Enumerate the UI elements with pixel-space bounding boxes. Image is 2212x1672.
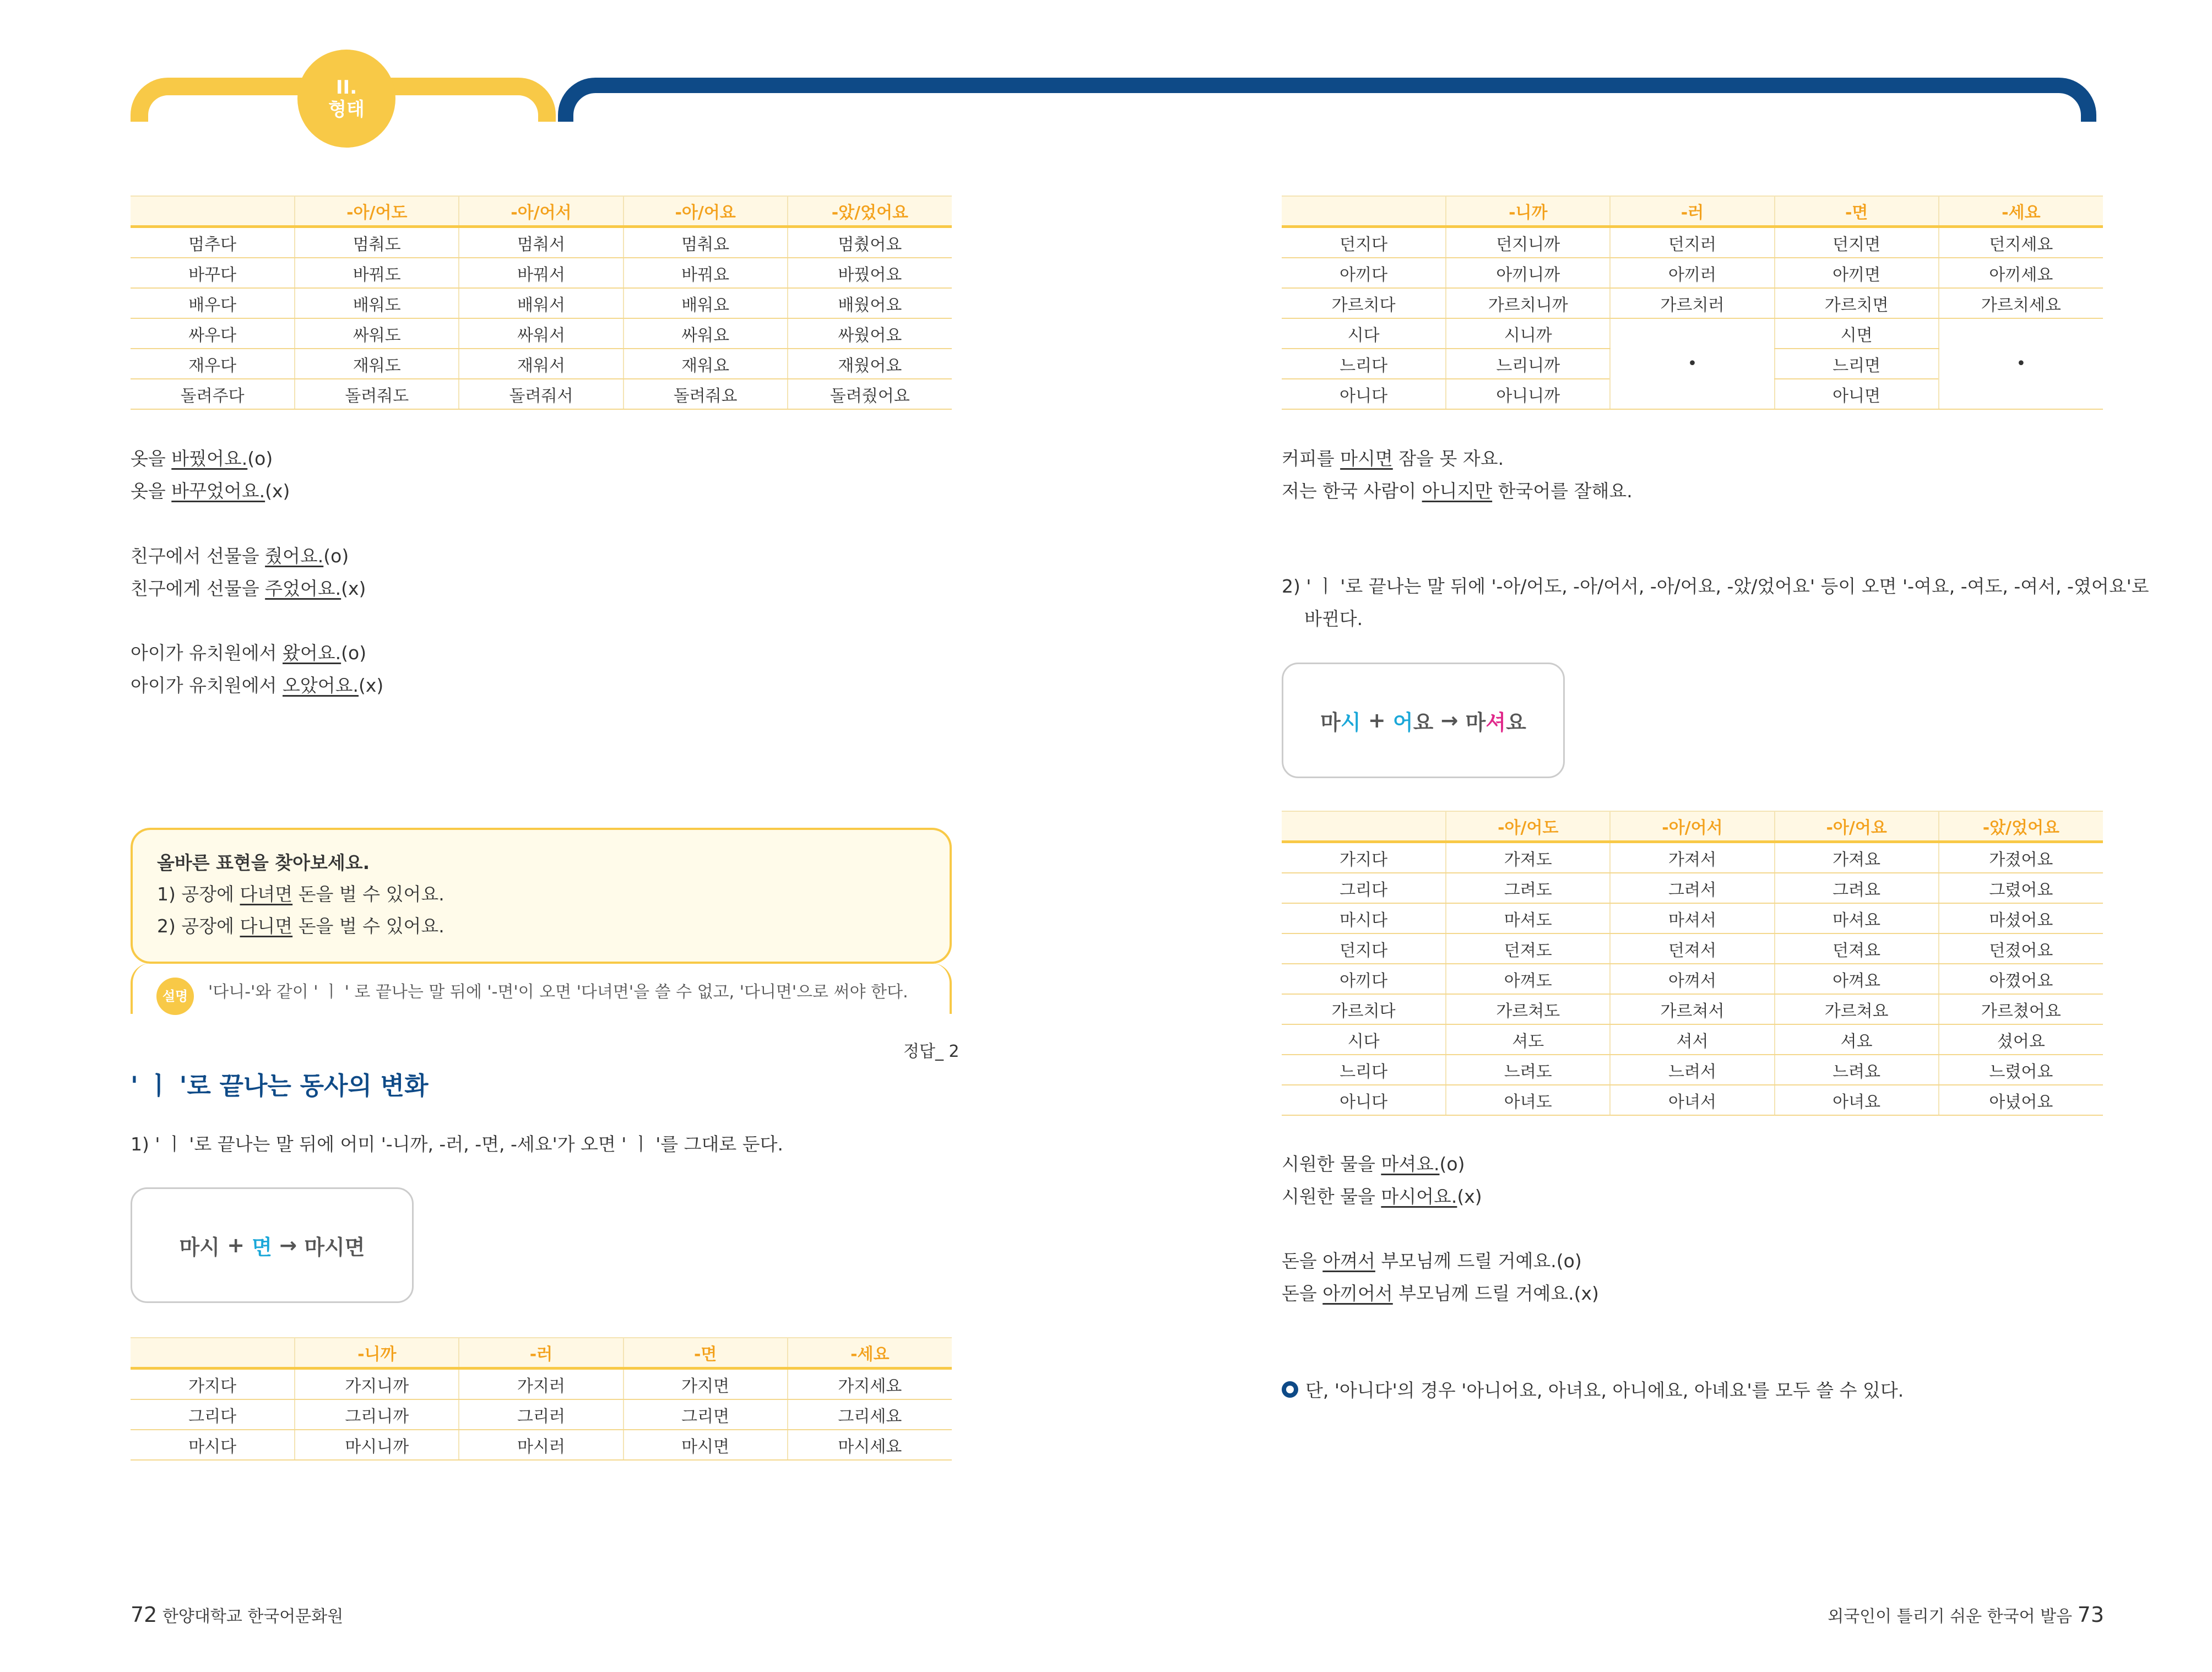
table-cell: 아니니까 xyxy=(1446,379,1610,409)
table-cell: 아꼈어요 xyxy=(1939,964,2103,994)
table-row xyxy=(1282,903,2103,933)
table-cell: 마셔도 xyxy=(1446,903,1610,933)
table-cell: 그리세요 xyxy=(788,1399,952,1430)
verb-cell: 그리다 xyxy=(1282,873,1446,903)
formula-1-stem: 마시 xyxy=(179,1235,220,1260)
conjugation-table-4 xyxy=(1282,811,2103,1116)
example-text: (x) xyxy=(265,480,290,502)
verb-cell: 아니다 xyxy=(1282,1085,1446,1115)
table-cell: 싸워요 xyxy=(624,318,788,349)
table-row xyxy=(1282,1055,2103,1085)
verb-cell: 마시다 xyxy=(1282,903,1446,933)
quiz-option-1-word: 다녀면 xyxy=(240,883,293,905)
table-row xyxy=(1282,1085,2103,1115)
table-row xyxy=(1282,994,2103,1024)
table-cell: 마시러 xyxy=(459,1430,623,1460)
table-cell: 가져요 xyxy=(1775,842,1939,873)
quiz-option-2-pre: 2) 공장에 xyxy=(157,915,240,937)
table-cell: 그리니까 xyxy=(295,1399,459,1430)
table-cell: 그려서 xyxy=(1610,873,1774,903)
table-cell: 멈춰도 xyxy=(295,227,459,258)
example-text: (o) xyxy=(247,448,273,469)
table-cell: 마시니까 xyxy=(295,1430,459,1460)
quiz-option-1-post: 돈을 벌 수 있어요. xyxy=(292,883,444,905)
table-row xyxy=(131,379,952,409)
quiz-option-2 xyxy=(157,915,444,937)
example-text: 아이가 유치원에서 xyxy=(131,642,283,664)
verb-cell: 가지다 xyxy=(1282,842,1446,873)
example-text: 부모님께 드릴 거예요.(o) xyxy=(1375,1250,1582,1272)
example-sentence xyxy=(131,545,349,567)
table-cell: 가지세요 xyxy=(788,1369,952,1400)
column-header: -았/었어요 xyxy=(788,196,952,227)
column-header: -면 xyxy=(1775,196,1939,227)
example-sentence xyxy=(131,675,383,697)
merged-cell: • xyxy=(1610,318,1774,409)
table-cell: 바꿔서 xyxy=(459,258,623,288)
example-text: 옷을 xyxy=(131,480,172,502)
table-cell: 배워도 xyxy=(295,288,459,318)
table-cell: 배워서 xyxy=(459,288,623,318)
table-cell: 느렸어요 xyxy=(1939,1055,2103,1085)
chapter-badge xyxy=(297,50,395,148)
verb-cell: 아끼다 xyxy=(1282,964,1446,994)
verb-cell: 배우다 xyxy=(131,288,295,318)
formula-2-ending-1: 어 xyxy=(1392,710,1413,735)
table-cell: 셨어요 xyxy=(1939,1024,2103,1055)
formula-2-stem-1: 마 xyxy=(1320,710,1341,735)
column-header xyxy=(1282,811,1446,842)
column-header: -니까 xyxy=(1446,196,1610,227)
table-cell: 가르치세요 xyxy=(1939,288,2103,318)
verb-cell: 바꾸다 xyxy=(131,258,295,288)
formula-2-arrow: → xyxy=(1433,708,1466,732)
verb-cell: 멈추다 xyxy=(131,227,295,258)
conjugation-table-2 xyxy=(131,1337,952,1461)
answer-label: 정답_ 2 xyxy=(903,1042,959,1061)
verb-cell: 재우다 xyxy=(131,349,295,379)
page-number-left: 72 xyxy=(131,1603,158,1627)
verb-cell: 가지다 xyxy=(131,1369,295,1400)
example-text: 돈을 xyxy=(1282,1283,1323,1304)
table-row xyxy=(1282,227,2103,258)
column-header: -아/어요 xyxy=(624,196,788,227)
table-cell: 가르쳤어요 xyxy=(1939,994,2103,1024)
table-cell: 그려도 xyxy=(1446,873,1610,903)
quiz-option-1-pre: 1) 공장에 xyxy=(157,883,240,905)
table-cell: 그려요 xyxy=(1775,873,1939,903)
table-cell: 셔도 xyxy=(1446,1024,1610,1055)
example-target-word: 아껴서 xyxy=(1322,1250,1375,1272)
table-cell: 싸웠어요 xyxy=(788,318,952,349)
table-cell: 가져서 xyxy=(1610,842,1774,873)
table-cell: 바꿔요 xyxy=(624,258,788,288)
table-cell: 돌려줘도 xyxy=(295,379,459,409)
example-sentence xyxy=(131,578,366,600)
table-cell: 배워요 xyxy=(624,288,788,318)
verb-cell: 느리다 xyxy=(1282,349,1446,379)
example-sentence xyxy=(131,448,273,470)
quiz-option-1 xyxy=(157,883,444,905)
verb-cell: 아끼다 xyxy=(1282,258,1446,288)
table-row xyxy=(1282,1024,2103,1055)
verb-cell: 가르치다 xyxy=(1282,994,1446,1024)
table-cell: 바꿨어요 xyxy=(788,258,952,288)
example-text: 친구에게 선물을 xyxy=(131,578,265,599)
quiz-title: 올바른 표현을 찾아보세요. xyxy=(157,852,370,873)
table-cell: 가르쳐도 xyxy=(1446,994,1610,1024)
table-cell: 재워요 xyxy=(624,349,788,379)
table-cell: 가르치러 xyxy=(1610,288,1774,318)
formula-2-plus: + xyxy=(1360,708,1393,732)
table-cell: 돌려줬어요 xyxy=(788,379,952,409)
column-header xyxy=(131,1338,295,1369)
table-cell: 느려요 xyxy=(1775,1055,1939,1085)
example-text: 옷을 xyxy=(131,448,172,469)
example-sentence xyxy=(1282,480,1633,502)
formula-1-ending: 면 xyxy=(252,1235,272,1260)
verb-cell: 던지다 xyxy=(1282,933,1446,964)
table-row xyxy=(131,349,952,379)
example-target-word: 아니지만 xyxy=(1422,480,1493,502)
column-header xyxy=(1282,196,1446,227)
rule-1: 1) ' ㅣ '로 끝나는 말 뒤에 어미 '-니까, -러, -면, -세요'가 오면 ' ㅣ '를 그대로 둔다. xyxy=(131,1133,784,1155)
verb-cell: 시다 xyxy=(1282,318,1446,349)
table-row xyxy=(1282,873,2103,903)
rule-2-line-1: 2) ' ㅣ '로 끝나는 말 뒤에 '-아/어도, -아/어서, -아/어요, -았/었어요' 등이 오면 '-여요, -여도, -여서, -였어요'로 xyxy=(1282,576,2149,597)
column-header: -아/어서 xyxy=(459,196,623,227)
table-cell: 재웠어요 xyxy=(788,349,952,379)
table-cell: 던지면 xyxy=(1775,227,1939,258)
table-cell: 그렸어요 xyxy=(1939,873,2103,903)
explanation-badge: 설명 xyxy=(156,978,194,1015)
formula-2-ending-2: 요 xyxy=(1413,710,1434,735)
explanation-text: '다니-'와 같이 ' ㅣ ' 로 끝나는 말 뒤에 '-면'이 오면 '다녀면'을 쓸 수 없고, '다니면'으로 써야 한다. xyxy=(208,982,908,1002)
table-cell: 마시면 xyxy=(624,1430,788,1460)
table-cell: 가르쳐요 xyxy=(1775,994,1939,1024)
example-sentence xyxy=(1282,1283,1599,1305)
formula-1-result: 마시면 xyxy=(304,1235,365,1260)
table-cell: 그리면 xyxy=(624,1399,788,1430)
table-cell: 아녔어요 xyxy=(1939,1085,2103,1115)
table-cell: 싸워서 xyxy=(459,318,623,349)
table-cell: 마셨어요 xyxy=(1939,903,2103,933)
example-text: (x) xyxy=(341,578,366,599)
example-text: (x) xyxy=(1457,1186,1482,1207)
table-cell: 마셔서 xyxy=(1610,903,1774,933)
table-cell: 시면 xyxy=(1775,318,1939,349)
table-row xyxy=(131,1399,952,1430)
example-target-word: 주었어요. xyxy=(265,578,341,599)
footer-right xyxy=(1828,1603,2104,1627)
footer-left xyxy=(131,1603,343,1627)
verb-cell: 던지다 xyxy=(1282,227,1446,258)
verb-cell: 느리다 xyxy=(1282,1055,1446,1085)
footer-right-text: 외국인이 틀리기 쉬운 한국어 발음 xyxy=(1828,1607,2073,1626)
example-sentence xyxy=(1282,1250,1582,1272)
column-header: -세요 xyxy=(788,1338,952,1369)
table-cell: 던져요 xyxy=(1775,933,1939,964)
table-cell: 느리니까 xyxy=(1446,349,1610,379)
example-text: (o) xyxy=(323,545,349,567)
table-cell: 멈췄어요 xyxy=(788,227,952,258)
table-cell: 아끼면 xyxy=(1775,258,1939,288)
verb-cell: 마시다 xyxy=(131,1430,295,1460)
table-cell: 멈춰요 xyxy=(624,227,788,258)
quiz-option-2-post: 돈을 벌 수 있어요. xyxy=(292,915,444,937)
note-text: 단, '아니다'의 경우 '아니어요, 아녀요, 아니에요, 아녜요'를 모두 쓸 수 있다. xyxy=(1305,1380,1904,1401)
verb-cell: 그리다 xyxy=(131,1399,295,1430)
example-text: 저는 한국 사람이 xyxy=(1282,480,1422,502)
example-target-word: 오았어요. xyxy=(283,675,359,696)
example-target-word: 마시어요. xyxy=(1381,1186,1457,1207)
column-header: -아/어도 xyxy=(1446,811,1610,842)
example-text: 커피를 xyxy=(1282,448,1341,469)
example-text: 잠을 못 자요. xyxy=(1392,448,1504,469)
example-sentence xyxy=(1282,1186,1482,1208)
example-sentence xyxy=(131,642,366,664)
verb-cell: 아니다 xyxy=(1282,379,1446,409)
table-cell: 배웠어요 xyxy=(788,288,952,318)
table-cell: 아녀서 xyxy=(1610,1085,1774,1115)
formula-box-1 xyxy=(131,1187,414,1303)
formula-1-plus: + xyxy=(219,1233,252,1257)
column-header xyxy=(131,196,295,227)
table-cell: 던져서 xyxy=(1610,933,1774,964)
table-cell: 싸워도 xyxy=(295,318,459,349)
table-cell: 아껴서 xyxy=(1610,964,1774,994)
column-header: -세요 xyxy=(1939,196,2103,227)
table-row xyxy=(1282,288,2103,318)
header-navy-bar xyxy=(558,78,2096,122)
chapter-title: 형태 xyxy=(328,99,365,121)
example-sentence xyxy=(1282,1153,1465,1175)
formula-2-stem-2: 시 xyxy=(1340,710,1361,735)
table-cell: 느려도 xyxy=(1446,1055,1610,1085)
table-cell: 아끼러 xyxy=(1610,258,1774,288)
example-text: (o) xyxy=(1439,1153,1465,1175)
example-text: 친구에서 선물을 xyxy=(131,545,265,567)
example-target-word: 마셔요. xyxy=(1381,1153,1440,1175)
conjugation-table-3 xyxy=(1282,196,2103,410)
table-row xyxy=(1282,933,2103,964)
rule-2-line-2: 바뀐다. xyxy=(1304,608,1363,629)
table-cell: 가졌어요 xyxy=(1939,842,2103,873)
example-sentence xyxy=(131,480,290,502)
table-cell: 느리면 xyxy=(1775,349,1939,379)
column-header: -러 xyxy=(1610,196,1774,227)
table-row xyxy=(131,258,952,288)
table-cell: 바꿔도 xyxy=(295,258,459,288)
column-header: -았/었어요 xyxy=(1939,811,2103,842)
table-cell: 셔요 xyxy=(1775,1024,1939,1055)
table-cell: 가지면 xyxy=(624,1369,788,1400)
formula-1-arrow: → xyxy=(272,1233,305,1257)
table-cell: 돌려줘요 xyxy=(624,379,788,409)
table-cell: 가르쳐서 xyxy=(1610,994,1774,1024)
example-text: 돈을 xyxy=(1282,1250,1323,1272)
table-cell: 던지러 xyxy=(1610,227,1774,258)
table-cell: 가지러 xyxy=(459,1369,623,1400)
table-cell: 아끼세요 xyxy=(1939,258,2103,288)
table-cell: 가르치면 xyxy=(1775,288,1939,318)
example-target-word: 아끼어서 xyxy=(1322,1283,1393,1304)
formula-2-result-3: 요 xyxy=(1506,710,1526,735)
conjugation-table-1 xyxy=(131,196,952,410)
column-header: -아/어도 xyxy=(295,196,459,227)
table-row xyxy=(1282,258,2103,288)
table-cell: 재워서 xyxy=(459,349,623,379)
table-cell: 그리러 xyxy=(459,1399,623,1430)
page-number-right: 73 xyxy=(2077,1603,2104,1627)
table-row xyxy=(131,227,952,258)
table-cell: 아껴요 xyxy=(1775,964,1939,994)
table-cell: 돌려줘서 xyxy=(459,379,623,409)
table-cell: 가져도 xyxy=(1446,842,1610,873)
verb-cell: 시다 xyxy=(1282,1024,1446,1055)
table-cell: 멈춰서 xyxy=(459,227,623,258)
verb-cell: 돌려주다 xyxy=(131,379,295,409)
table-cell: 아끼니까 xyxy=(1446,258,1610,288)
column-header: -아/어요 xyxy=(1775,811,1939,842)
column-header: -면 xyxy=(624,1338,788,1369)
formula-2-result-1: 마 xyxy=(1465,710,1486,735)
table-cell: 아껴도 xyxy=(1446,964,1610,994)
table-row xyxy=(1282,318,2103,349)
footer-left-text: 한양대학교 한국어문화원 xyxy=(162,1607,344,1626)
table-cell: 던지세요 xyxy=(1939,227,2103,258)
quiz-option-2-word: 다니면 xyxy=(240,915,293,937)
example-target-word: 줬어요. xyxy=(265,545,324,567)
table-row xyxy=(131,1369,952,1400)
example-text: (o) xyxy=(341,642,367,664)
example-text: (x) xyxy=(359,675,384,696)
formula-2-result-2: 셔 xyxy=(1485,710,1506,735)
table-cell: 재워도 xyxy=(295,349,459,379)
table-cell: 아니면 xyxy=(1775,379,1939,409)
example-text: 아이가 유치원에서 xyxy=(131,675,283,696)
table-cell: 아녀도 xyxy=(1446,1085,1610,1115)
table-cell: 시니까 xyxy=(1446,318,1610,349)
example-sentence xyxy=(1282,448,1504,470)
verb-cell: 가르치다 xyxy=(1282,288,1446,318)
table-row xyxy=(131,318,952,349)
chapter-number: II. xyxy=(335,77,357,99)
table-cell: 가지니까 xyxy=(295,1369,459,1400)
example-target-word: 바꾸었어요. xyxy=(171,480,265,502)
column-header: -러 xyxy=(459,1338,623,1369)
column-header: -니까 xyxy=(295,1338,459,1369)
table-cell: 던졌어요 xyxy=(1939,933,2103,964)
table-cell: 던져도 xyxy=(1446,933,1610,964)
table-row xyxy=(131,288,952,318)
table-cell: 아녀요 xyxy=(1775,1085,1939,1115)
section-title: ' ㅣ '로 끝나는 동사의 변화 xyxy=(131,1071,429,1100)
example-target-word: 바꿨어요. xyxy=(171,448,248,469)
example-target-word: 마시면 xyxy=(1340,448,1393,469)
table-row xyxy=(1282,842,2103,873)
example-text: 시원한 물을 xyxy=(1282,1153,1381,1175)
table-cell: 가르치니까 xyxy=(1446,288,1610,318)
table-row xyxy=(1282,964,2103,994)
merged-cell: • xyxy=(1939,318,2103,409)
table-cell: 마시세요 xyxy=(788,1430,952,1460)
formula-box-2 xyxy=(1282,663,1565,778)
table-cell: 던지니까 xyxy=(1446,227,1610,258)
example-text: 시원한 물을 xyxy=(1282,1186,1381,1207)
table-cell: 마셔요 xyxy=(1775,903,1939,933)
table-cell: 셔서 xyxy=(1610,1024,1774,1055)
example-text: 부모님께 드릴 거예요.(x) xyxy=(1392,1283,1599,1304)
table-row xyxy=(131,1430,952,1460)
table-cell: 느려서 xyxy=(1610,1055,1774,1085)
example-target-word: 왔어요. xyxy=(283,642,341,664)
verb-cell: 싸우다 xyxy=(131,318,295,349)
note-bullet-icon xyxy=(1282,1381,1298,1398)
example-text: 한국어를 잘해요. xyxy=(1492,480,1633,502)
column-header: -아/어서 xyxy=(1610,811,1774,842)
